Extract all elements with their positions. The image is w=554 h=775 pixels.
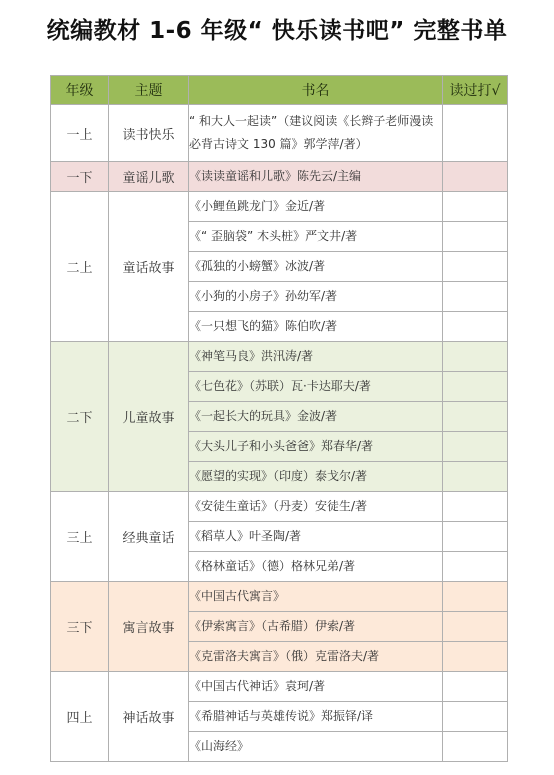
read-checkbox[interactable] (443, 462, 508, 492)
table-row (51, 192, 508, 222)
grade-cell: 二上 (51, 192, 109, 342)
book-cell: 《“ 歪脑袋” 木头桩》严文井/著 (189, 222, 443, 252)
header-grade: 年级 (51, 76, 109, 105)
read-checkbox[interactable] (443, 432, 508, 462)
theme-cell: 儿童故事 (109, 342, 189, 492)
header-read-check: 读过打√ (443, 76, 508, 105)
book-cell: 《一只想飞的猫》陈伯吹/著 (189, 312, 443, 342)
table-row (51, 672, 508, 702)
book-cell: “ 和大人一起读”（建议阅读《长辫子老师漫读必背古诗文 130 篇》郭学萍/著） (189, 105, 443, 162)
book-cell: 《格林童话》（德）格林兄弟/著 (189, 552, 443, 582)
read-checkbox[interactable] (443, 402, 508, 432)
book-cell: 《愿望的实现》（印度）泰戈尔/著 (189, 462, 443, 492)
table-row (51, 342, 508, 372)
grade-cell: 三上 (51, 492, 109, 582)
read-checkbox[interactable] (443, 282, 508, 312)
theme-cell: 经典童话 (109, 492, 189, 582)
page-title: 统编教材 1-6 年级“ 快乐读书吧” 完整书单 (46, 18, 508, 44)
theme-cell: 读书快乐 (109, 105, 189, 162)
book-cell: 《希腊神话与英雄传说》郑振铎/译 (189, 702, 443, 732)
table-row (51, 162, 508, 192)
grade-cell: 四上 (51, 672, 109, 762)
header-title: 书名 (189, 76, 443, 105)
read-checkbox[interactable] (443, 222, 508, 252)
book-cell: 《稻草人》叶圣陶/著 (189, 522, 443, 552)
read-checkbox[interactable] (443, 492, 508, 522)
read-checkbox[interactable] (443, 252, 508, 282)
read-checkbox[interactable] (443, 672, 508, 702)
book-cell: 《神笔马良》洪汛涛/著 (189, 342, 443, 372)
book-cell: 《读读童谣和儿歌》陈先云/主编 (189, 162, 443, 192)
grade-cell: 二下 (51, 342, 109, 492)
book-cell: 《一起长大的玩具》金波/著 (189, 402, 443, 432)
grade-cell: 一下 (51, 162, 109, 192)
read-checkbox[interactable] (443, 642, 508, 672)
read-checkbox[interactable] (443, 162, 508, 192)
grade-cell: 三下 (51, 582, 109, 672)
theme-cell: 童谣儿歌 (109, 162, 189, 192)
read-checkbox[interactable] (443, 582, 508, 612)
read-checkbox[interactable] (443, 192, 508, 222)
book-cell: 《孤独的小螃蟹》冰波/著 (189, 252, 443, 282)
book-cell: 《七色花》（苏联）瓦·卡达耶夫/著 (189, 372, 443, 402)
book-cell: 《安徒生童话》（丹麦）安徒生/著 (189, 492, 443, 522)
header-row (51, 76, 508, 105)
book-cell: 《大头儿子和小头爸爸》郑春华/著 (189, 432, 443, 462)
book-list-table (50, 75, 508, 762)
read-checkbox[interactable] (443, 552, 508, 582)
grade-cell: 一上 (51, 105, 109, 162)
read-checkbox[interactable] (443, 702, 508, 732)
read-checkbox[interactable] (443, 342, 508, 372)
table-row (51, 582, 508, 612)
read-checkbox[interactable] (443, 105, 508, 162)
read-checkbox[interactable] (443, 372, 508, 402)
theme-cell: 神话故事 (109, 672, 189, 762)
theme-cell: 童话故事 (109, 192, 189, 342)
header-theme: 主题 (109, 76, 189, 105)
book-cell: 《小鲤鱼跳龙门》金近/著 (189, 192, 443, 222)
read-checkbox[interactable] (443, 312, 508, 342)
book-cell: 《小狗的小房子》孙幼军/著 (189, 282, 443, 312)
book-cell: 《克雷洛夫寓言》（俄）克雷洛夫/著 (189, 642, 443, 672)
book-cell: 《中国古代神话》袁珂/著 (189, 672, 443, 702)
theme-cell: 寓言故事 (109, 582, 189, 672)
book-cell: 《山海经》 (189, 732, 443, 762)
table-row (51, 492, 508, 522)
read-checkbox[interactable] (443, 522, 508, 552)
read-checkbox[interactable] (443, 732, 508, 762)
table-row (51, 105, 508, 162)
book-cell: 《伊索寓言》（古希腊）伊索/著 (189, 612, 443, 642)
book-cell: 《中国古代寓言》 (189, 582, 443, 612)
read-checkbox[interactable] (443, 612, 508, 642)
